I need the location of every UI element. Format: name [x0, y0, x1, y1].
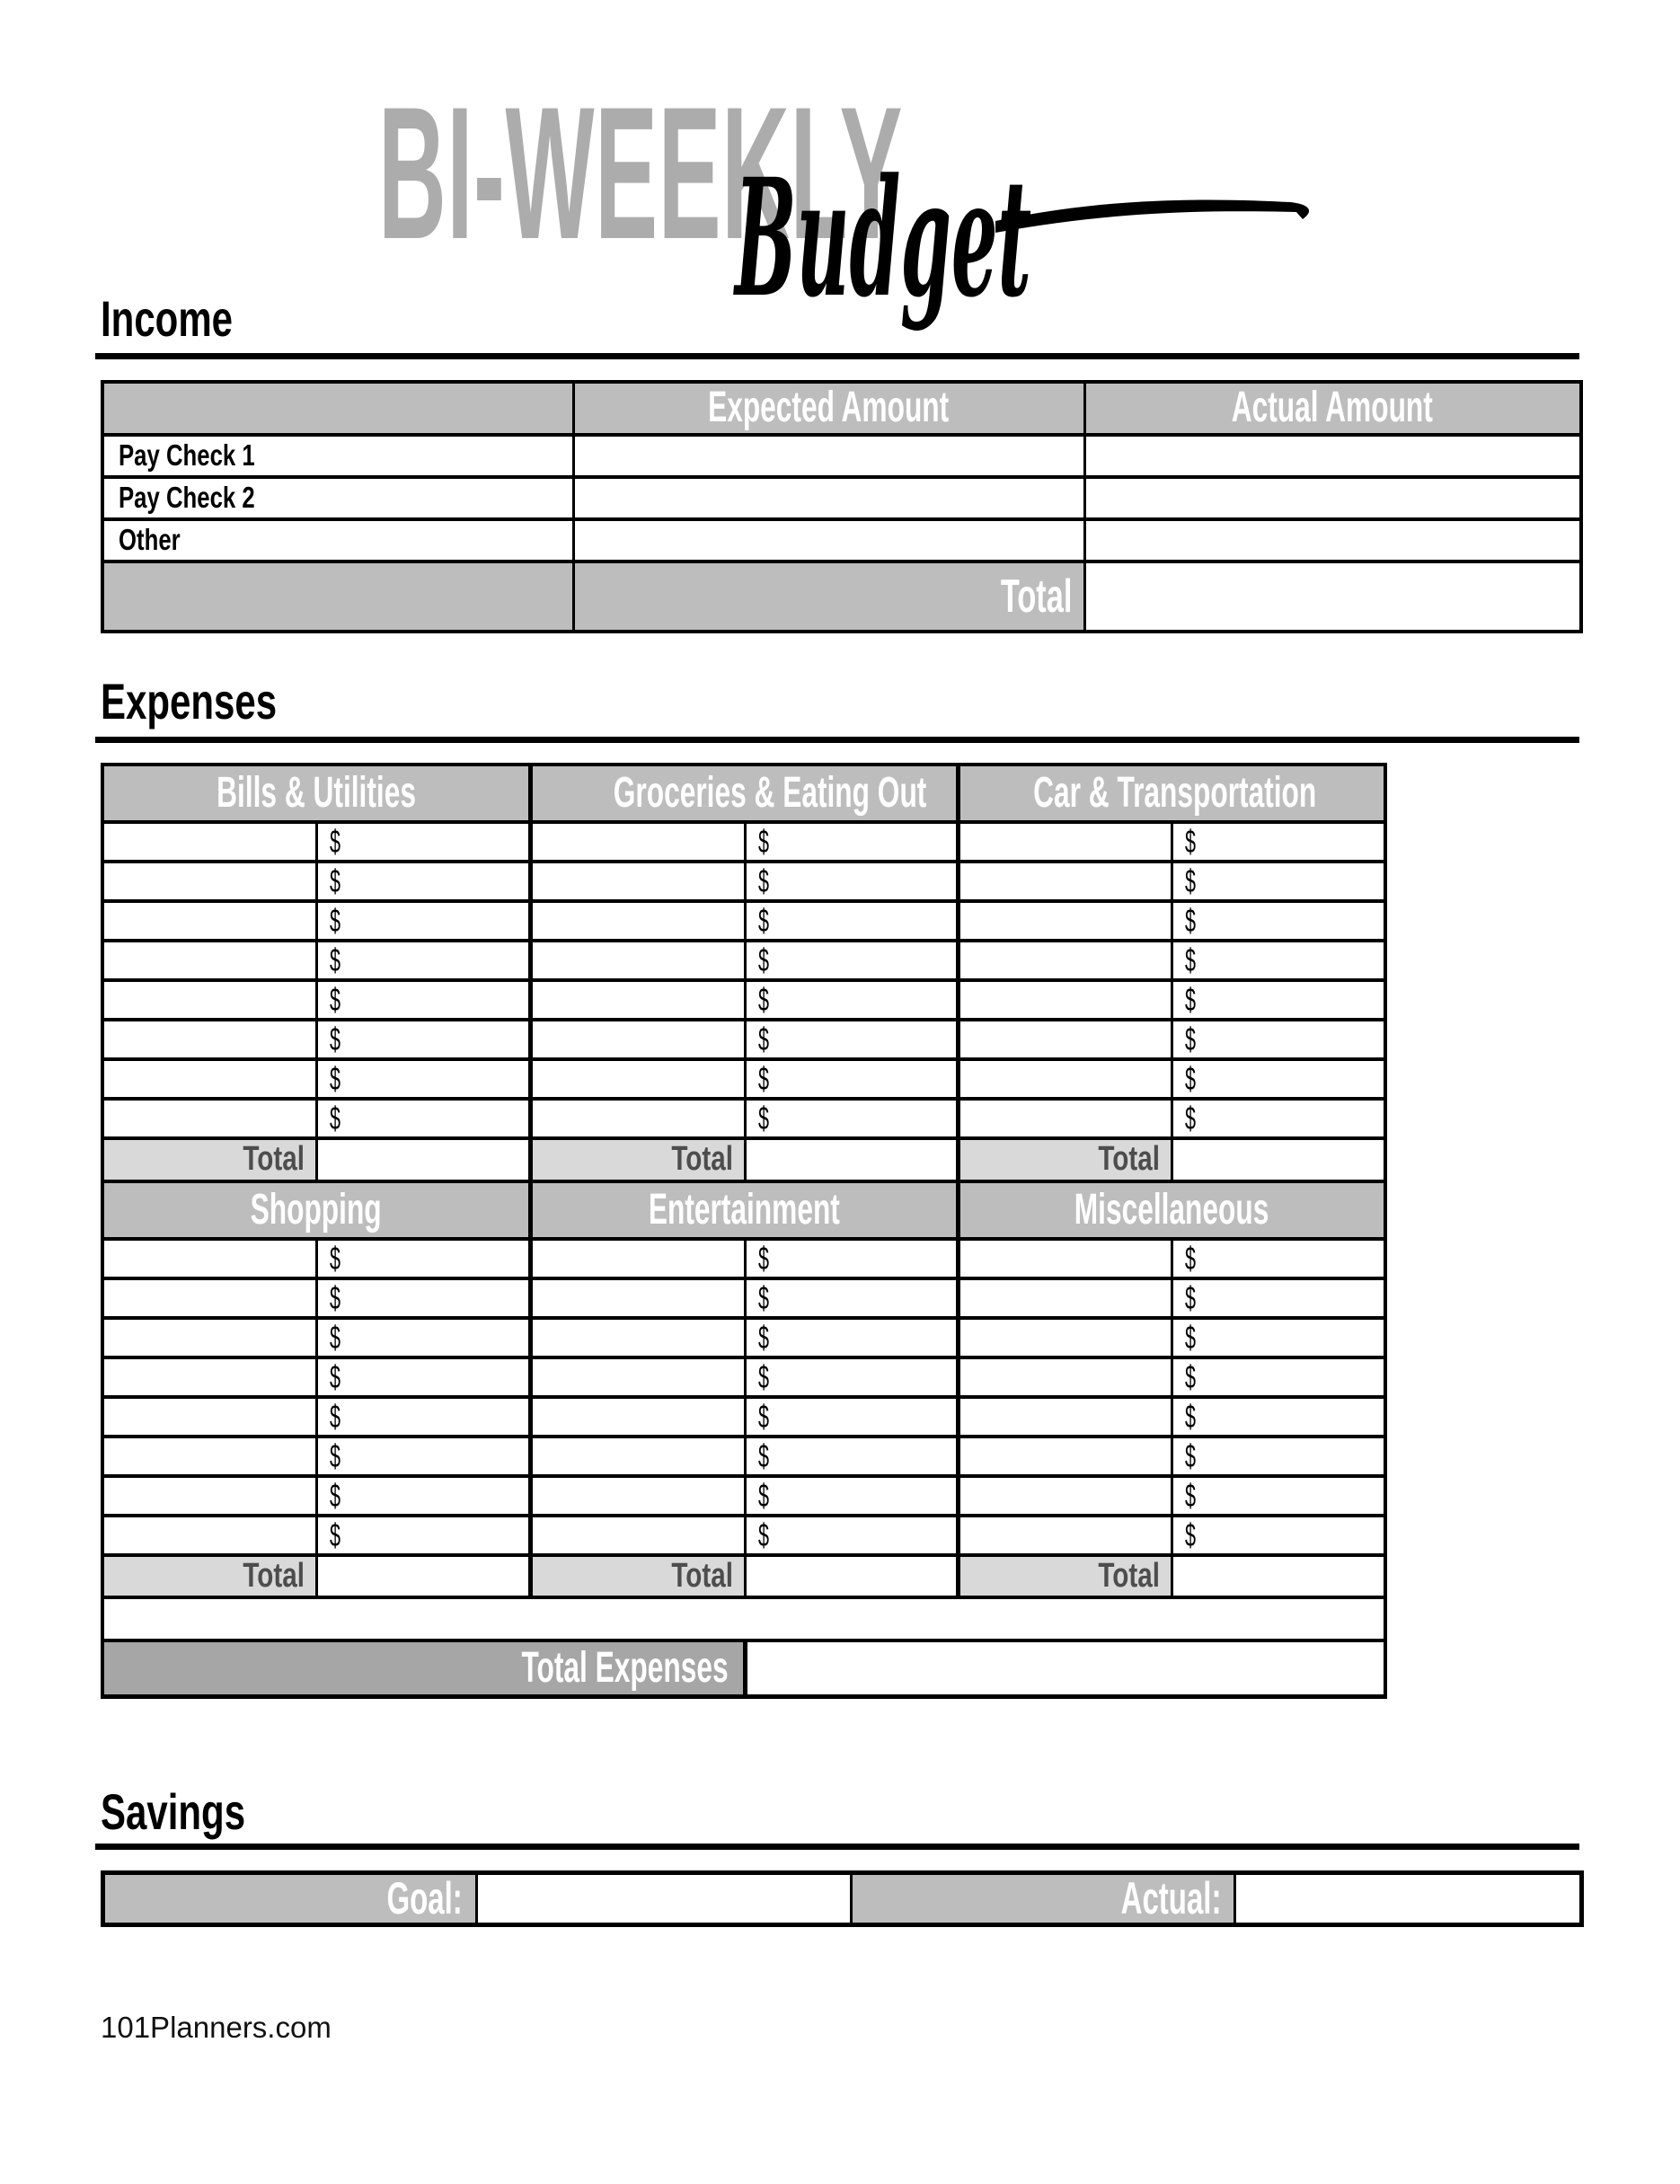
income-actual-cell[interactable] — [1084, 435, 1581, 477]
blank-cell — [102, 1597, 1385, 1640]
currency-symbol: $ — [757, 981, 769, 1019]
income-actual-cell[interactable] — [1084, 477, 1581, 519]
subtotal-row-2 — [102, 1555, 1385, 1597]
expense-rows-block-1 — [102, 822, 1385, 1138]
currency-symbol: $ — [329, 1477, 340, 1515]
currency-symbol: $ — [757, 1516, 769, 1554]
currency-symbol: $ — [1184, 1477, 1196, 1515]
title-script — [708, 106, 1337, 358]
expense-amount-cell[interactable] — [745, 1397, 958, 1437]
category-header-shopping: Shopping — [102, 1181, 530, 1239]
expense-row — [102, 1020, 1385, 1059]
currency-symbol: $ — [1184, 1358, 1196, 1396]
expense-amount-cell[interactable] — [316, 1437, 530, 1476]
expense-item-cell[interactable] — [102, 1397, 316, 1437]
expense-row — [102, 941, 1385, 980]
expense-amount-cell[interactable] — [745, 1476, 958, 1516]
expense-item-cell[interactable] — [530, 1278, 745, 1318]
expense-amount-cell[interactable] — [316, 901, 530, 941]
expense-item-cell[interactable] — [958, 822, 1172, 862]
expense-amount-cell[interactable] — [316, 1099, 530, 1138]
currency-symbol: $ — [1184, 1060, 1196, 1098]
currency-symbol: $ — [757, 1437, 769, 1475]
title-swash — [995, 199, 1309, 233]
expense-item-cell[interactable] — [102, 1059, 316, 1099]
expense-item-cell[interactable] — [102, 901, 316, 941]
savings-goal-value-cell[interactable] — [477, 1873, 852, 1925]
expense-amount-cell[interactable] — [316, 980, 530, 1020]
expense-amount-cell[interactable] — [745, 1437, 958, 1476]
expense-item-cell[interactable] — [958, 901, 1172, 941]
currency-symbol: $ — [757, 862, 769, 900]
category-header-miscellaneous: Miscellaneous — [958, 1181, 1385, 1239]
expense-item-cell[interactable] — [958, 1020, 1172, 1059]
subtotal-label-cell: Total — [958, 1555, 1172, 1597]
expense-row — [102, 1437, 1385, 1476]
category-header-car-transportation: Car & Transportation — [958, 765, 1385, 822]
expense-item-cell[interactable] — [958, 1318, 1172, 1357]
subtotal-label-cell: Total — [958, 1138, 1172, 1181]
expense-row — [102, 1516, 1385, 1555]
expense-item-cell[interactable] — [530, 1397, 745, 1437]
currency-symbol: $ — [1184, 1319, 1196, 1357]
expense-row — [102, 901, 1385, 941]
currency-symbol: $ — [329, 1060, 340, 1098]
currency-symbol: $ — [329, 1021, 340, 1058]
expense-item-cell[interactable] — [958, 1397, 1172, 1437]
expense-amount-cell[interactable] — [316, 1239, 530, 1278]
expense-amount-cell[interactable] — [745, 1020, 958, 1059]
total-expenses-value-cell[interactable] — [745, 1640, 1385, 1696]
income-row-label: Pay Check 1 — [102, 435, 573, 477]
currency-symbol: $ — [757, 1060, 769, 1098]
expense-row — [102, 1476, 1385, 1516]
subtotal-label-cell: Total — [102, 1555, 316, 1597]
income-expected-cell[interactable] — [573, 435, 1084, 477]
expense-item-cell[interactable] — [958, 1476, 1172, 1516]
expense-item-cell[interactable] — [530, 1318, 745, 1357]
subtotal-row-1 — [102, 1138, 1385, 1181]
expense-item-cell[interactable] — [958, 1278, 1172, 1318]
expense-row — [102, 1059, 1385, 1099]
expense-row — [102, 1099, 1385, 1138]
expense-amount-cell[interactable] — [1172, 1397, 1385, 1437]
income-table — [101, 380, 1583, 633]
expense-item-cell[interactable] — [102, 941, 316, 980]
income-expected-cell[interactable] — [573, 477, 1084, 519]
currency-symbol: $ — [757, 1319, 769, 1357]
income-header-row — [102, 382, 1581, 435]
savings-table — [101, 1870, 1584, 1927]
expense-item-cell[interactable] — [530, 941, 745, 980]
expense-row — [102, 1318, 1385, 1357]
expense-amount-cell[interactable] — [316, 1476, 530, 1516]
currency-symbol: $ — [757, 942, 769, 979]
currency-symbol: $ — [1184, 823, 1196, 861]
currency-symbol: $ — [757, 1398, 769, 1436]
savings-heading: Savings — [101, 1783, 246, 1840]
income-row-paycheck2 — [102, 477, 1581, 519]
savings-goal-label-cell: Goal: — [103, 1873, 477, 1925]
expense-item-cell[interactable] — [102, 1099, 316, 1138]
blank-row — [102, 1597, 1385, 1640]
expense-amount-cell[interactable] — [1172, 901, 1385, 941]
currency-symbol: $ — [1184, 1516, 1196, 1554]
income-expected-cell[interactable] — [573, 519, 1084, 561]
subtotal-value-cell[interactable] — [316, 1138, 530, 1181]
category-header-row-1 — [102, 765, 1385, 822]
expense-item-cell[interactable] — [530, 1239, 745, 1278]
expense-amount-cell[interactable] — [745, 862, 958, 901]
subtotal-value-cell[interactable] — [1172, 1555, 1385, 1597]
category-header-bills-utilities: Bills & Utilities — [102, 765, 530, 822]
subtotal-label-cell: Total — [530, 1138, 745, 1181]
expenses-heading: Expenses — [101, 673, 278, 729]
site-credit: 101Planners.com — [101, 2011, 332, 2044]
expense-amount-cell[interactable] — [1172, 980, 1385, 1020]
expense-amount-cell[interactable] — [316, 822, 530, 862]
currency-symbol: $ — [329, 1319, 340, 1357]
expense-amount-cell[interactable] — [1172, 862, 1385, 901]
income-total-label-cell: Total — [573, 561, 1084, 632]
income-total-spacer-cell — [102, 561, 573, 632]
currency-symbol: $ — [1184, 1021, 1196, 1058]
subtotal-value-cell[interactable] — [1172, 1138, 1385, 1181]
expense-item-cell[interactable] — [530, 1476, 745, 1516]
expense-rows-block-2 — [102, 1239, 1385, 1555]
expense-item-cell[interactable] — [102, 1357, 316, 1397]
expense-item-cell[interactable] — [102, 1318, 316, 1357]
expense-amount-cell[interactable] — [1172, 1020, 1385, 1059]
expense-amount-cell[interactable] — [1172, 1516, 1385, 1555]
currency-symbol: $ — [329, 823, 340, 861]
currency-symbol: $ — [1184, 1100, 1196, 1137]
currency-symbol: $ — [329, 902, 340, 940]
currency-symbol: $ — [329, 981, 340, 1019]
subtotal-value-cell[interactable] — [745, 1555, 958, 1597]
expense-item-cell[interactable] — [102, 1516, 316, 1555]
currency-symbol: $ — [757, 823, 769, 861]
expense-amount-cell[interactable] — [316, 862, 530, 901]
expense-row — [102, 822, 1385, 862]
expense-amount-cell[interactable] — [745, 1239, 958, 1278]
expense-amount-cell[interactable] — [1172, 1278, 1385, 1318]
currency-symbol: $ — [329, 1398, 340, 1436]
savings-rule — [95, 1844, 1579, 1850]
expense-amount-cell[interactable] — [745, 822, 958, 862]
title-main: BI-WEEKLY — [378, 67, 903, 279]
expense-amount-cell[interactable] — [316, 1059, 530, 1099]
category-header-row-2 — [102, 1181, 1385, 1239]
expense-amount-cell[interactable] — [1172, 1099, 1385, 1138]
expense-amount-cell[interactable] — [316, 941, 530, 980]
expense-item-cell[interactable] — [958, 1059, 1172, 1099]
currency-symbol: $ — [1184, 942, 1196, 979]
currency-symbol: $ — [329, 1240, 340, 1278]
expense-item-cell[interactable] — [530, 1437, 745, 1476]
currency-symbol: $ — [1184, 1398, 1196, 1436]
currency-symbol: $ — [757, 1477, 769, 1515]
total-expenses-row — [102, 1640, 1385, 1696]
expenses-rule — [95, 737, 1579, 743]
income-header-empty-cell — [102, 382, 573, 435]
income-rule — [95, 353, 1579, 359]
expense-item-cell[interactable] — [530, 822, 745, 862]
expense-item-cell[interactable] — [958, 1437, 1172, 1476]
expense-item-cell[interactable] — [530, 1020, 745, 1059]
expense-amount-cell[interactable] — [745, 980, 958, 1020]
title-script-text: Budget — [732, 144, 1031, 333]
expense-amount-cell[interactable] — [1172, 941, 1385, 980]
savings-actual-label-cell: Actual: — [852, 1873, 1235, 1925]
subtotal-label-cell: Total — [102, 1138, 316, 1181]
subtotal-label-cell: Total — [530, 1555, 745, 1597]
category-header-groceries-eating-out: Groceries & Eating Out — [530, 765, 958, 822]
subtotal-value-cell[interactable] — [316, 1555, 530, 1597]
expense-amount-cell[interactable] — [316, 1278, 530, 1318]
currency-symbol: $ — [757, 1240, 769, 1278]
expense-item-cell[interactable] — [530, 901, 745, 941]
currency-symbol: $ — [329, 1516, 340, 1554]
expense-row — [102, 1357, 1385, 1397]
income-total-value-cell[interactable] — [1084, 561, 1581, 632]
income-row-label: Other — [102, 519, 573, 561]
expense-item-cell[interactable] — [958, 862, 1172, 901]
expense-item-cell[interactable] — [530, 980, 745, 1020]
savings-row — [103, 1873, 1582, 1925]
currency-symbol: $ — [757, 1279, 769, 1317]
expense-amount-cell[interactable] — [745, 1059, 958, 1099]
expense-item-cell[interactable] — [102, 1437, 316, 1476]
expense-amount-cell[interactable] — [745, 1357, 958, 1397]
expense-item-cell[interactable] — [102, 1278, 316, 1318]
income-row-other — [102, 519, 1581, 561]
currency-symbol: $ — [1184, 902, 1196, 940]
currency-symbol: $ — [329, 942, 340, 979]
income-row-paycheck1 — [102, 435, 1581, 477]
expenses-table — [101, 763, 1387, 1699]
expense-item-cell[interactable] — [958, 941, 1172, 980]
category-header-entertainment: Entertainment — [530, 1181, 958, 1239]
expense-amount-cell[interactable] — [316, 1020, 530, 1059]
expense-amount-cell[interactable] — [745, 1516, 958, 1555]
currency-symbol: $ — [757, 1021, 769, 1058]
expense-amount-cell[interactable] — [316, 1318, 530, 1357]
expense-item-cell[interactable] — [958, 980, 1172, 1020]
income-header-expected: Expected Amount — [573, 382, 1084, 435]
currency-symbol: $ — [329, 862, 340, 900]
expense-amount-cell[interactable] — [1172, 1239, 1385, 1278]
expense-amount-cell[interactable] — [1172, 1318, 1385, 1357]
expense-amount-cell[interactable] — [745, 1278, 958, 1318]
expense-row — [102, 980, 1385, 1020]
expense-item-cell[interactable] — [102, 1239, 316, 1278]
expense-amount-cell[interactable] — [1172, 1059, 1385, 1099]
expense-amount-cell[interactable] — [316, 1357, 530, 1397]
expense-amount-cell[interactable] — [1172, 1476, 1385, 1516]
expense-row — [102, 1278, 1385, 1318]
currency-symbol: $ — [1184, 1240, 1196, 1278]
expense-row — [102, 862, 1385, 901]
expense-amount-cell[interactable] — [745, 1099, 958, 1138]
income-actual-cell[interactable] — [1084, 519, 1581, 561]
currency-symbol: $ — [757, 1100, 769, 1137]
currency-symbol: $ — [1184, 1279, 1196, 1317]
expense-row — [102, 1397, 1385, 1437]
expense-amount-cell[interactable] — [745, 941, 958, 980]
expense-amount-cell[interactable] — [316, 1516, 530, 1555]
currency-symbol: $ — [1184, 1437, 1196, 1475]
expense-item-cell[interactable] — [102, 1476, 316, 1516]
expense-item-cell[interactable] — [530, 1516, 745, 1555]
expense-item-cell[interactable] — [958, 1357, 1172, 1397]
expense-item-cell[interactable] — [102, 822, 316, 862]
currency-symbol: $ — [1184, 981, 1196, 1019]
total-expenses-label-cell: Total Expenses — [102, 1640, 745, 1696]
currency-symbol: $ — [329, 1279, 340, 1317]
expense-item-cell[interactable] — [958, 1239, 1172, 1278]
expense-item-cell[interactable] — [958, 1099, 1172, 1138]
expense-amount-cell[interactable] — [316, 1397, 530, 1437]
currency-symbol: $ — [329, 1100, 340, 1137]
expense-amount-cell[interactable] — [745, 1318, 958, 1357]
income-row-label: Pay Check 2 — [102, 477, 573, 519]
expense-amount-cell[interactable] — [1172, 1357, 1385, 1397]
expense-row — [102, 1239, 1385, 1278]
income-header-actual: Actual Amount — [1084, 382, 1581, 435]
expense-amount-cell[interactable] — [1172, 1437, 1385, 1476]
savings-actual-value-cell[interactable] — [1235, 1873, 1582, 1925]
expense-item-cell[interactable] — [530, 1099, 745, 1138]
expense-amount-cell[interactable] — [1172, 822, 1385, 862]
income-total-row — [102, 561, 1581, 632]
income-heading: Income — [101, 290, 234, 347]
expense-item-cell[interactable] — [102, 980, 316, 1020]
currency-symbol: $ — [329, 1358, 340, 1396]
expense-item-cell[interactable] — [102, 862, 316, 901]
expense-item-cell[interactable] — [530, 862, 745, 901]
expense-item-cell[interactable] — [530, 1357, 745, 1397]
currency-symbol: $ — [329, 1437, 340, 1475]
currency-symbol: $ — [1184, 862, 1196, 900]
currency-symbol: $ — [757, 1358, 769, 1396]
expense-amount-cell[interactable] — [745, 901, 958, 941]
expense-item-cell[interactable] — [958, 1516, 1172, 1555]
currency-symbol: $ — [757, 902, 769, 940]
expense-item-cell[interactable] — [530, 1059, 745, 1099]
subtotal-value-cell[interactable] — [745, 1138, 958, 1181]
expense-item-cell[interactable] — [102, 1020, 316, 1059]
